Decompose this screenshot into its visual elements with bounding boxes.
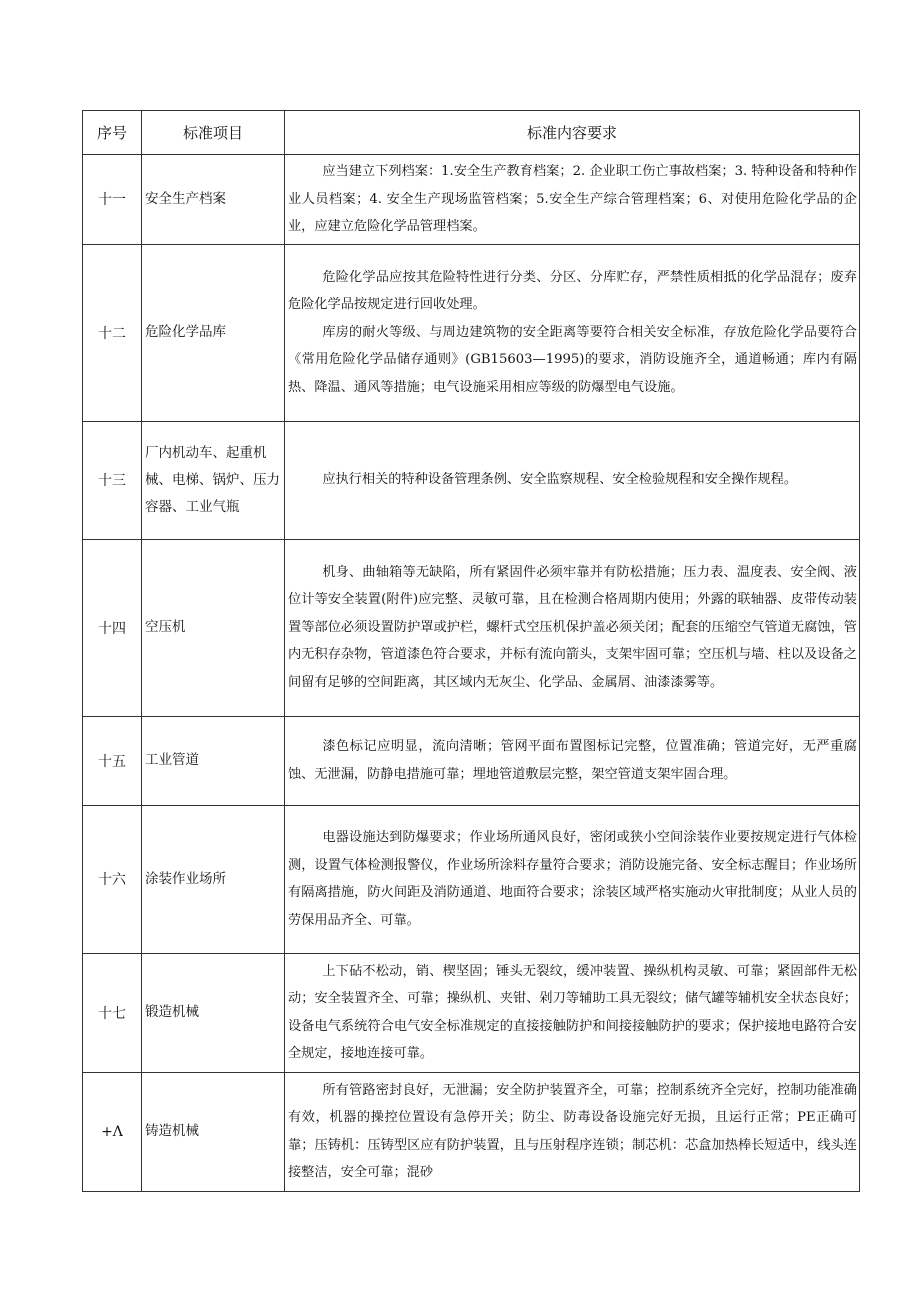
header-item: 标准项目 <box>142 111 285 155</box>
row-item: 锻造机械 <box>142 953 285 1072</box>
header-num: 序号 <box>83 111 142 155</box>
content-paragraph: 库房的耐火等级、与周边建筑物的安全距离等要符合相关安全标准，存放危险化学品要符合《常用危险化学品储存通则》(GB15603—1995)的要求，消防设施齐全，通道畅通；库内有隔热、降温、通风等措施；电气设施采用相应等级的防爆型电气设施。 <box>288 324 857 395</box>
content-paragraph: 机身、曲轴箱等无缺陷，所有紧固件必须牢靠并有防松措施；压力表、温度表、安全阀、液位计等安全装置(附件)应完整、灵敏可靠，且在检测合格周期内使用；外露的联轴器、皮带传动装置等部位必须设置防护罩或护栏，螺杆式空压机保护盖必须关闭；配套的压缩空气管道无腐蚀，管内无积存杂物，管道漆色符合要求，并标有流向箭头，支架牢固可靠；空压机与墙、柱以及设备之间留有足够的空间距离，其区域内无灰尘、化学品、金属屑、油漆漆雾等。 <box>288 564 857 690</box>
table-header-row <box>83 111 860 155</box>
content-paragraph: 应当建立下列档案：1.安全生产教育档案；2. 企业职工伤亡事故档案；3. 特种设备和特种作业人员档案；4. 安全生产现场监管档案；5.安全生产综合管理档案；6、对使用危险化学品的企业，应建立危险化学品管理档案。 <box>288 164 857 234</box>
table-row <box>83 716 860 805</box>
row-item: 铸造机械 <box>142 1072 285 1191</box>
row-item: 涂装作业场所 <box>142 805 285 953</box>
row-number: 十二 <box>83 244 142 421</box>
row-number: 十一 <box>83 155 142 245</box>
row-content <box>285 716 860 805</box>
content-paragraph: 上下砧不松动，销、楔坚固；锤头无裂纹，缓冲装置、操纵机构灵敏、可靠；紧固部件无松动；安全装置齐全、可靠；操纵机、夹钳、剁刀等辅助工具无裂纹；储气罐等辅机安全状态良好；设备电气系统符合电气安全标准规定的直接接触防护和间接接触防护的要求；保护接地电路符合安全规定，接地连接可靠。 <box>288 963 857 1061</box>
row-item: 厂内机动车、起重机械、电梯、锅炉、压力容器、工业气瓶 <box>142 421 285 539</box>
header-content: 标准内容要求 <box>285 111 860 155</box>
row-content <box>285 953 860 1072</box>
row-number: 十七 <box>83 953 142 1072</box>
row-number: 十三 <box>83 421 142 539</box>
row-item: 工业管道 <box>142 716 285 805</box>
row-content <box>285 155 860 245</box>
content-paragraph: 漆色标记应明显，流向清晰；管网平面布置图标记完整，位置准确；管道完好，无严重腐蚀、无泄漏，防静电措施可靠；埋地管道敷层完整，架空管道支架牢固合理。 <box>288 739 857 782</box>
row-item: 危险化学品库 <box>142 244 285 421</box>
standards-table <box>82 110 860 1192</box>
row-content <box>285 1072 860 1191</box>
row-item: 空压机 <box>142 539 285 716</box>
row-item: 安全生产档案 <box>142 155 285 245</box>
content-paragraph: 危险化学品应按其危险特性进行分类、分区、分库贮存，严禁性质相抵的化学品混存；废弃危险化学品按规定进行回收处理。 <box>288 269 857 313</box>
row-number: 十六 <box>83 805 142 953</box>
table-row <box>83 155 860 245</box>
row-number: +Λ <box>83 1072 142 1191</box>
content-paragraph: 电器设施达到防爆要求；作业场所通风良好，密闭或狭小空间涂装作业要按规定进行气体检测，设置气体检测报警仪，作业场所涂料存量符合要求；消防设施完备、安全标志醒目；作业场所有隔离措施，防火间距及消防通道、地面符合要求；涂装区域严格实施动火审批制度；从业人员的劳保用品齐全、可靠。 <box>288 830 857 928</box>
table-row <box>83 953 860 1072</box>
content-paragraph: 所有管路密封良好，无泄漏；安全防护装置齐全，可靠；控制系统齐全完好，控制功能准确有效，机器的操控位置设有急停开关；防尘、防毒设备设施完好无损，且运行正常；PE正确可靠；压铸机：压铸型区应有防护装置，且与压射程序连锁；制芯机：芯盒加热棒长短适中，线头连接整洁，安全可靠；混砂 <box>288 1082 857 1180</box>
row-number: 十四 <box>83 539 142 716</box>
table-row <box>83 421 860 539</box>
content-paragraph: 应执行相关的特种设备管理条例、安全监察规程、安全检验规程和安全操作规程。 <box>322 472 798 488</box>
table-row <box>83 1072 860 1191</box>
table-row <box>83 805 860 953</box>
table-row <box>83 539 860 716</box>
row-content <box>285 421 860 539</box>
row-content <box>285 805 860 953</box>
row-content <box>285 244 860 421</box>
row-content <box>285 539 860 716</box>
row-number: 十五 <box>83 716 142 805</box>
table-row <box>83 244 860 421</box>
